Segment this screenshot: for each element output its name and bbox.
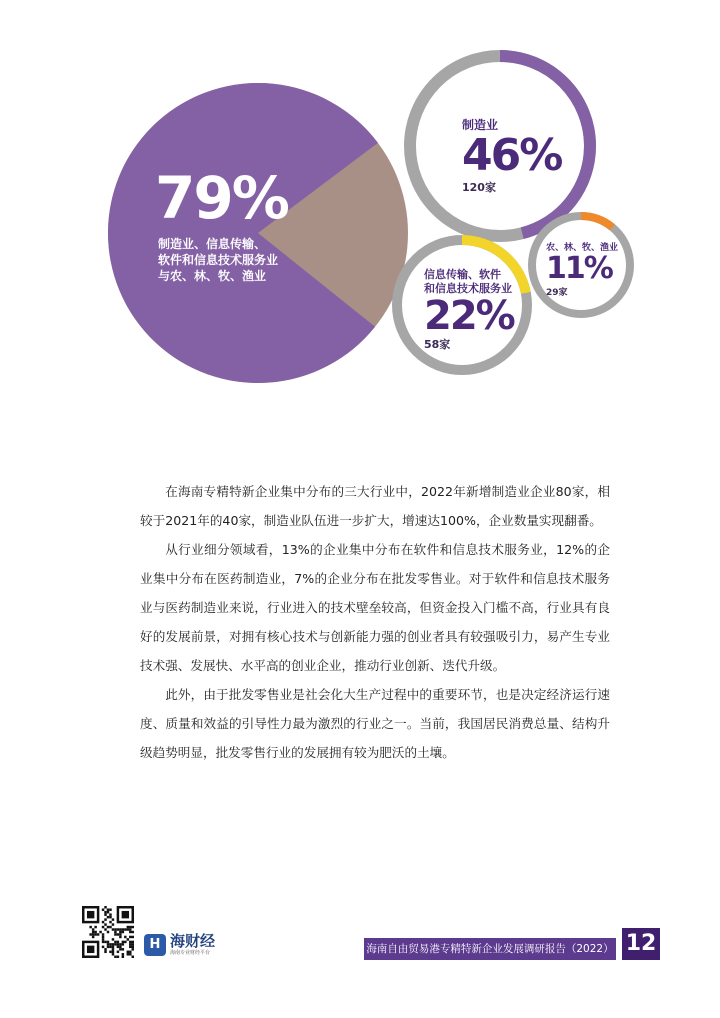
- circle-name: 信息传输、软件 和信息技术服务业: [424, 268, 512, 295]
- brand-logo: [144, 933, 215, 956]
- logo-name: 海财经: [170, 932, 216, 950]
- circle-count: 58家: [424, 338, 451, 351]
- body-text: [140, 477, 610, 767]
- qr-code-icon[interactable]: [82, 906, 134, 958]
- circle-percent: 46%: [462, 130, 562, 181]
- industry-distribution-figure: [0, 0, 720, 420]
- report-title-bar: 海南自由贸易港专精特新企业发展调研报告（2022）: [364, 938, 616, 960]
- logo-slogan: 海南专业财经平台: [170, 950, 211, 956]
- figure-graphics: [0, 0, 720, 420]
- circle-count: 29家: [546, 288, 568, 298]
- circle-name: 制造业: [462, 118, 499, 132]
- paragraph: 在海南专精特新企业集中分布的三大行业中，2022年新增制造业企业80家，相较于2021年的40家，制造业队伍进一步扩大，增速达100%，企业数量实现翻番。: [140, 484, 610, 528]
- paragraph: 此外，由于批发零售业是社会化大生产过程中的重要环节，也是决定经济运行速度、质量和效益的引导性力最为激烈的行业之一。当前，我国居民消费总量、结构升级趋势明显，批发零售行业的发展拥有较为肥沃的土壤。: [140, 687, 610, 760]
- circle-it-services: [424, 268, 514, 352]
- circle-agriculture: [546, 240, 618, 298]
- pie-description: 制造业、信息传输、 软件和信息技术服务业 与农、林、牧、渔业: [158, 237, 279, 283]
- circle-count: 120家: [462, 181, 496, 194]
- circle-name: 农、林、牧、渔业: [546, 243, 619, 253]
- circle-percent: 22%: [424, 293, 514, 339]
- pie-percent: 79%: [155, 164, 288, 232]
- paragraph: 从行业细分领域看，13%的企业集中分布在软件和信息技术服务业，12%的企业集中分布在医药制造业，7%的企业分布在批发零售业。对于软件和信息技术服务业与医药制造业来说，行业进入的技术壁垒较高，但资金投入门槛不高，行业具有良好的发展前景，对拥有核心技术与创新能力强的创业者具有较强吸引力，易产生专业技术强、发展快、水平高的创业企业，推动行业创新、迭代升级。: [140, 542, 610, 673]
- page-number: 12: [622, 928, 660, 960]
- circle-percent: 11%: [546, 251, 612, 286]
- logo-mark-icon: H: [144, 934, 166, 956]
- circle-manufacturing: [462, 116, 561, 195]
